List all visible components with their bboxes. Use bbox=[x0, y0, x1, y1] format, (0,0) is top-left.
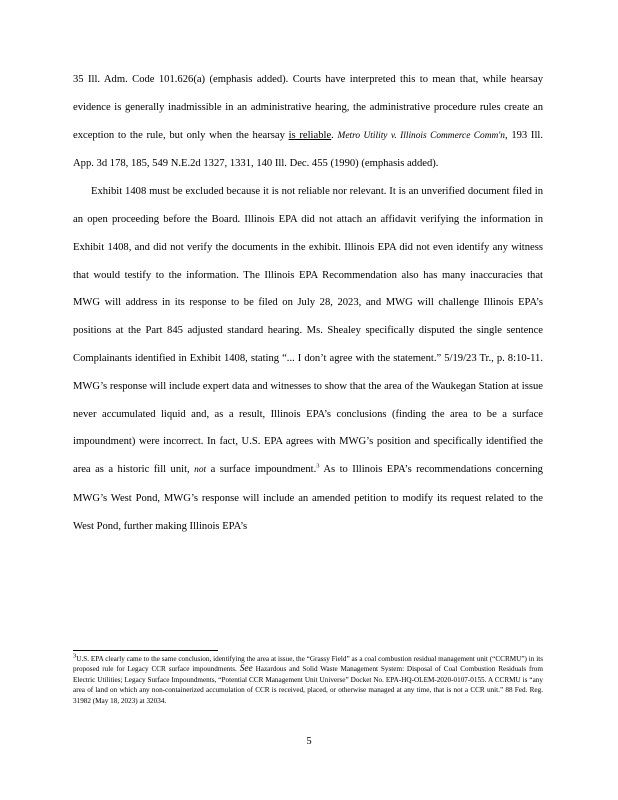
paragraph-1: 35 Ill. Adm. Code 101.626(a) (emphasis added). Courts have interpreted this to mean that, while hearsay evidence is generally inadmissible in an administrative hearing, the administrative procedure rules create an exception to the rule, but only when the hearsay is reliable. Metro Utility v. Illinois Commerce Comm'n, 193 Ill. App. 3d 178, 185, 549 N.E.2d 1327, 1331, 140 Ill. Dec. 455 (1990) (emphasis added). bbox=[73, 74, 543, 170]
footnote-divider bbox=[73, 650, 218, 651]
paragraph-2: Exhibit 1408 must be excluded because it is not reliable nor relevant. It is an unverified document filed in an open proceeding before the Board. Illinois EPA did not attach an affidavit verifying the information in Exhibit 1408, and did not verify the documents in the exhibit. Illinois EPA did not even identify any witness that would testify to the information. The Illinois EPA Recommendation also has many inaccuracies that MWG will address in its response to be filed on July 28, 2023, and MWG will challenge Illinois EPA’s positions at the Part 845 adjusted standard hearing. Ms. Shealey specifically disputed the single sentence Complainants identified in Exhibit 1408, stating “... I don’t agree with the statement.” 5/19/23 Tr., p. 8:10-11. MWG’s response will include expert data and witnesses to show that the area of the Waukegan Station at issue never accumulated liquid and, as a result, Illinois EPA’s conclusions (finding the area to be a surface impoundment) were incorrect. In fact, U.S. EPA agrees with MWG’s position and specifically identified the area as a historic fill unit, not a surface impoundment.$^3$ As to Illinois EPA’s recommendations concerning MWG’s West Pond, MWG’s response will include an amended petition to modify its request related to the West Pond, further making Illinois EPA’s bbox=[73, 186, 543, 532]
footnote-marker: 3 bbox=[73, 652, 77, 660]
emphasis-not: not bbox=[194, 465, 207, 476]
footnote-reference[interactable]: 3 bbox=[316, 462, 320, 470]
footnote: 3U.S. EPA clearly came to the same conclusion, identifying the area at issue, the “Grassy Field” as a coal combustion residual management unit (“CCRMU”) in its proposed rule for Legacy CCR surface impoundments. See Hazardous and Solid Waste Management System: Disposal of Coal Combustion Residuals from Electric Utilities; Legacy Surface Impoundments, “Potential CCR Management Unit Universe” Docket No. EPA-HQ-OLEM-2020-0107-0155. A CCRMU is “any area of land on which any non-containerized accumulation of CCR is received, placed, or otherwise managed at any time, that is not a CCR unit.” 88 Fed. Reg. 31982 (May 18, 2023) at 32034. bbox=[73, 652, 543, 705]
page-number: 5 bbox=[306, 736, 312, 747]
case-citation: Metro Utility v. Illinois Commerce Comm'n bbox=[337, 130, 505, 141]
underlined-phrase: is reliable bbox=[288, 129, 332, 141]
body-text bbox=[73, 66, 543, 541]
